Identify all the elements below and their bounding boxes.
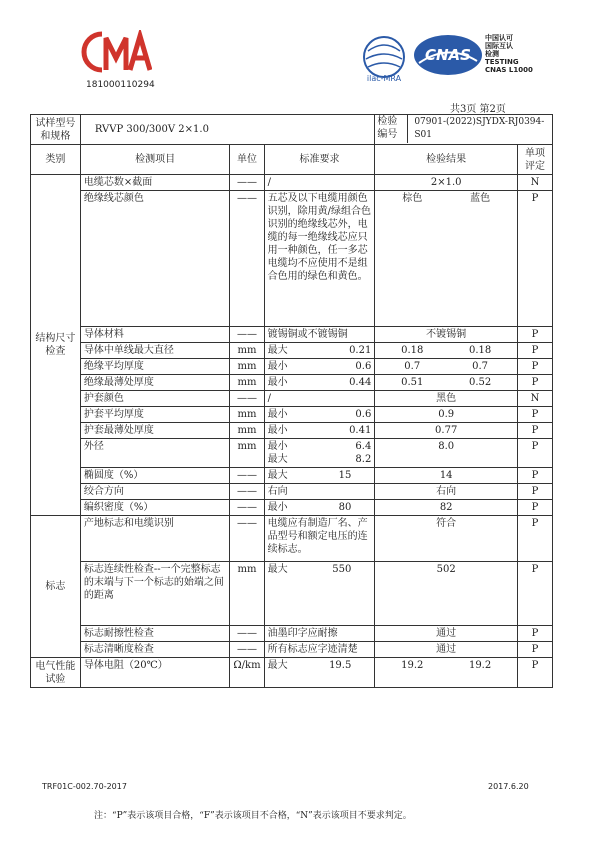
- col-verdict: 单项评定: [518, 145, 553, 175]
- ilac-mra-logo: [360, 35, 408, 83]
- col-result: 检验结果: [375, 145, 518, 175]
- form-code: TRF01C-002.70-2017: [42, 782, 127, 791]
- svg-text:ilac-MRA: ilac-MRA: [366, 74, 402, 83]
- table-row: 结构尺寸检查 电缆芯数×截面 —— / 2×1.0 N: [31, 175, 553, 191]
- svg-text:CNAS: CNAS: [425, 46, 471, 64]
- table-row: 导体中单线最大直径 mm 最大 0.21 0.18 0.18 P: [31, 343, 553, 359]
- report-number: 07901-(2022)SJYDX-RJ0394-S01: [414, 117, 545, 140]
- table-row: 编织密度（%） —— 最小 80 82 P: [31, 500, 553, 516]
- table-row: 绝缘线芯颜色 —— 五芯及以下电缆用颜色识别，除用黄/绿组合色识别的绝缘线芯外，电缆的每一绝缘线芯应只用一种颜色，任一多芯电缆均不应使用不是组合色用的绿色和黄色。 棕色 蓝色 P: [31, 191, 553, 327]
- report-table: [30, 114, 553, 688]
- table-row: 标志耐擦性检查 —— 油墨印字应耐擦 通过 P: [31, 626, 553, 642]
- table-row: 绞合方向 —— 右向 右向 P: [31, 484, 553, 500]
- group-electrical: 电气性能试验: [31, 658, 81, 688]
- model-label: 试样型号和规格: [31, 115, 81, 145]
- cert-number: 181000110294: [86, 80, 155, 90]
- cma-logo: [80, 30, 152, 74]
- table-row: 标志清晰度检查 —— 所有标志应字迹清楚 通过 P: [31, 642, 553, 658]
- form-date: 2017.6.20: [488, 782, 529, 791]
- model-value: RVVP 300/300V 2×1.0: [80, 115, 374, 145]
- table-row: 护套颜色 —— / 黑色 N: [31, 391, 553, 407]
- table-row: 绝缘最薄处厚度 mm 最小 0.44 0.51 0.52 P: [31, 375, 553, 391]
- cnas-caption: 中国认可 国际互认 检测 TESTING CNAS L1000: [485, 34, 533, 74]
- report-label: 检验编号: [375, 115, 408, 143]
- table-row: 护套最薄处厚度 mm 最小 0.41 0.77 P: [31, 423, 553, 439]
- table-row: 椭圆度（%） —— 最大 15 14 P: [31, 468, 553, 484]
- page-info: 共3页 第2页: [450, 104, 506, 115]
- table-row: 导体材料 —— 镀锡铜或不镀锡铜 不镀锡铜 P: [31, 327, 553, 343]
- cnas-logo: [413, 33, 483, 77]
- table-row: 标志 产地标志和电缆识别 —— 电缆应有制造厂名、产品型号和额定电压的连续标志。 符合 P: [31, 516, 553, 562]
- footnote: 注：“P”表示该项目合格，“F”表示该项目不合格，“N”表示该项目不要求判定。: [94, 811, 412, 821]
- table-row: 电气性能试验 导体电阻（20℃） Ω/km 最大 19.5 19.2 19.2 P: [31, 658, 553, 688]
- table-row: 外径 mm 最小 6.4 最大 8.2 8.0 P: [31, 439, 553, 468]
- group-structure: 结构尺寸检查: [31, 175, 81, 516]
- col-category: 类别: [31, 145, 81, 175]
- table-row: 绝缘平均厚度 mm 最小 0.6 0.7 0.7 P: [31, 359, 553, 375]
- col-item: 检测项目: [80, 145, 230, 175]
- table-row: 标志连续性检查--一个完整标志的末端与下一个标志的始端之间的距离 mm 最大 550 502 P: [31, 562, 553, 626]
- table-row: 护套平均厚度 mm 最小 0.6 0.9 P: [31, 407, 553, 423]
- group-marking: 标志: [31, 516, 81, 658]
- col-unit: 单位: [230, 145, 264, 175]
- col-requirement: 标准要求: [264, 145, 375, 175]
